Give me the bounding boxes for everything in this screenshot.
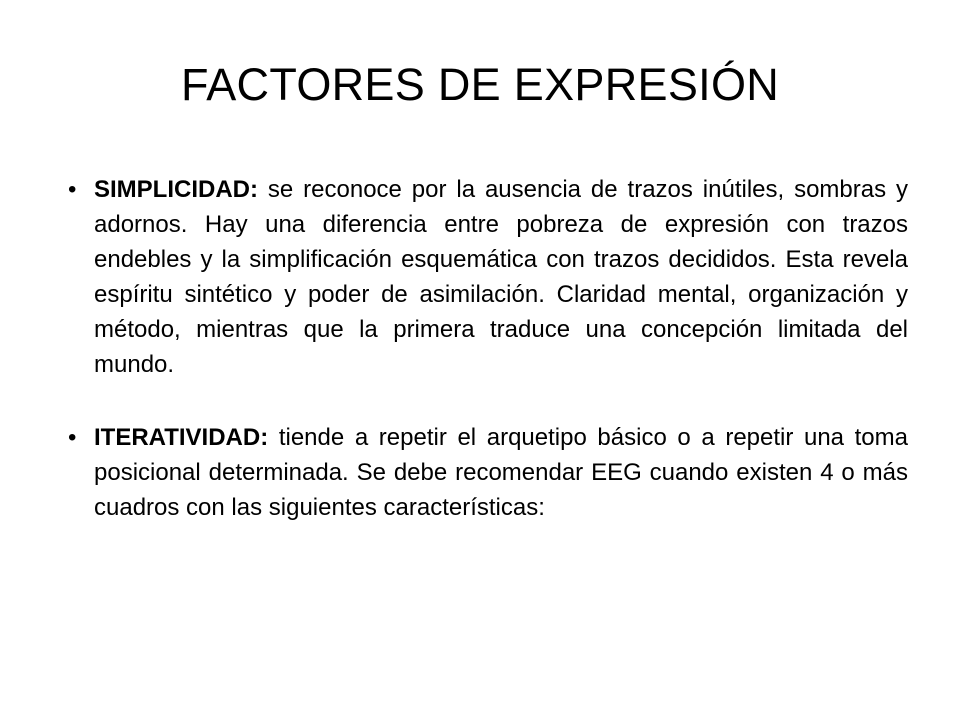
bullet-term: ITERATIVIDAD: (94, 424, 269, 451)
bullet-marker: • (68, 424, 77, 451)
bullet-text: tiende a repetir el arquetipo básico o a repetir una toma posicional determinada. Se debe recomendar EEG cuando existen 4 o más cuadros con las siguientes características: (94, 424, 908, 521)
bullet-marker: • (68, 176, 77, 203)
bullet-term: SIMPLICIDAD: (94, 176, 258, 203)
bullet-text: se reconoce por la ausencia de trazos inútiles, sombras y adornos. Hay una diferencia entre pobreza de expresión con trazos endebles y la simplificación esquemática con trazos decididos. Esta revela espíritu sintético y poder de asimilación. Claridad mental, organización y método, mientras que la primera traduce una concepción limitada del mundo. (94, 176, 908, 378)
bullet-item-simplicidad (68, 172, 908, 382)
slide-title: FACTORES DE EXPRESIÓN (180, 59, 780, 110)
bullet-item-iteratividad (68, 420, 908, 525)
bullet-list (68, 172, 908, 563)
